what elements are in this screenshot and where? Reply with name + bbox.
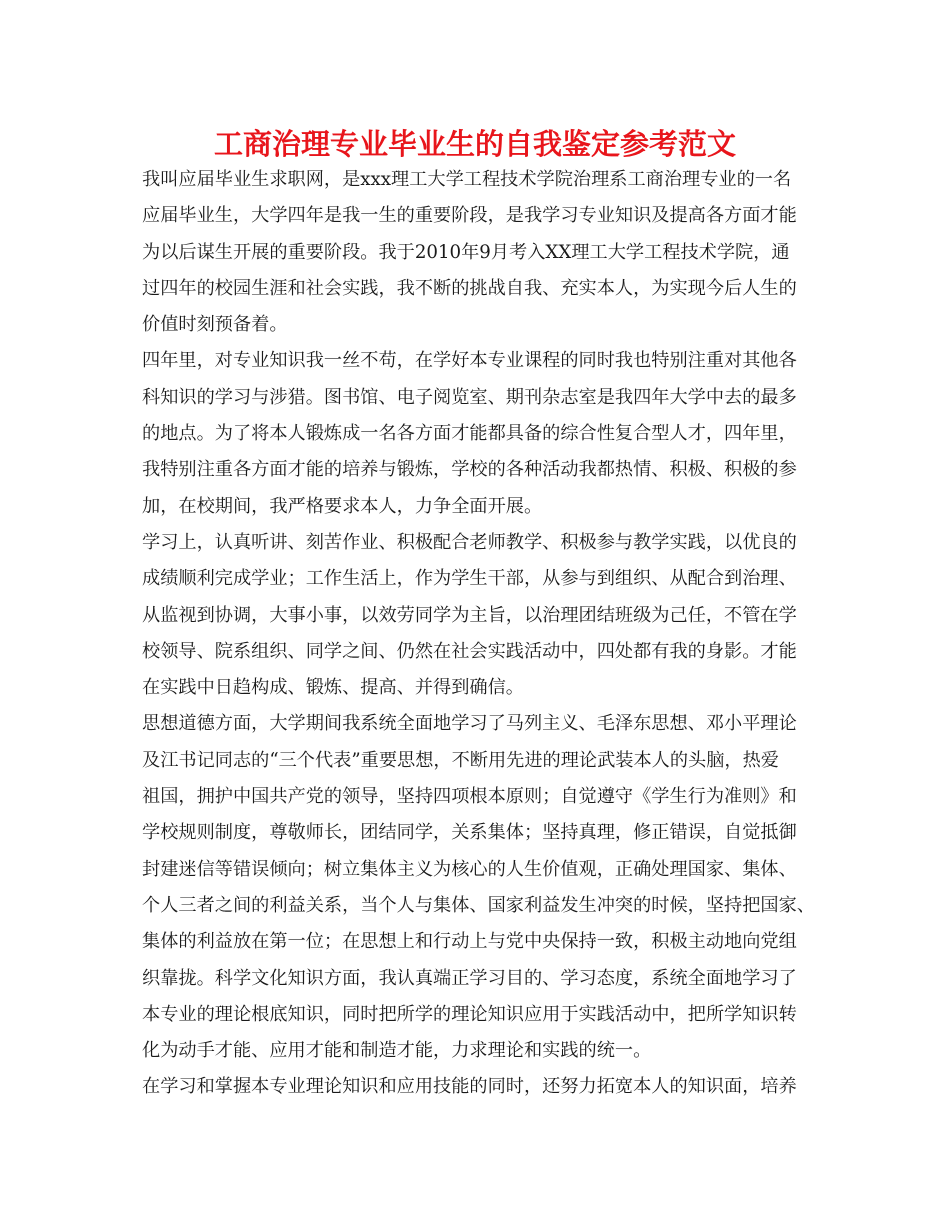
text-line: 我特别注重各方面才能的培养与锻炼，学校的各种活动我都热情、积极、积极的参 xyxy=(142,459,797,481)
text-line: 四年里，对专业知识我一丝不苟，在学好本专业课程的同时我也特别注重对其他各 xyxy=(142,350,797,372)
text-line: 集体的利益放在第一位；在思想上和行动上与党中央保持一致，积极主动地向党组 xyxy=(142,931,797,953)
text-line: 应届毕业生，大学四年是我一生的重要阶段，是我学习专业知识及提高各方面才能 xyxy=(142,205,797,227)
text-line: 在学习和掌握本专业理论知识和应用技能的同时，还努力拓宽本人的知识面，培养 xyxy=(142,1076,797,1098)
text-line: 科知识的学习与涉猎。图书馆、电子阅览室、期刊杂志室是我四年大学中去的最多 xyxy=(142,386,797,408)
text-line: 本专业的理论根底知识，同时把所学的理论知识应用于实践活动中，把所学知识转 xyxy=(142,1003,797,1025)
text-line: 我叫应届毕业生求职网，是xxx理工大学工程技术学院治理系工商治理专业的一名 xyxy=(142,169,792,190)
text-line: 织靠拢。科学文化知识方面，我认真端正学习目的、学习态度，系统全面地学习了 xyxy=(142,967,797,989)
text-line: 价值时刻预备着。 xyxy=(142,314,288,336)
text-line: 个人三者之间的利益关系，当个人与集体、国家利益发生冲突的时候，坚持把国家、 xyxy=(142,894,815,916)
text-line: 及江书记同志的“三个代表”重要思想，不断用先进的理论武装本人的头脑，热爱 xyxy=(142,749,779,771)
text-line: 封建迷信等错误倾向；树立集体主义为核心的人生价值观，正确处理国家、集体、 xyxy=(142,858,797,880)
document-body xyxy=(142,162,822,1106)
text-line: 祖国，拥护中国共产党的领导，坚持四项根本原则；自觉遵守《学生行为准则》和 xyxy=(142,786,797,808)
text-line: 校领导、院系组织、同学之间、仍然在社会实践活动中，四处都有我的身影。才能 xyxy=(142,640,797,662)
text-line: 成绩顺利完成学业；工作生活上，作为学生干部，从参与到组织、从配合到治理、 xyxy=(142,568,797,590)
text-line: 学校规则制度，尊敬师长，团结同学，关系集体；坚持真理，修正错误，自觉抵御 xyxy=(142,822,797,844)
text-line: 的地点。为了将本人锻炼成一名各方面才能都具备的综合性复合型人才，四年里， xyxy=(142,423,797,445)
text-line: 学习上，认真听讲、刻苦作业、积极配合老师教学、积极参与教学实践，以优良的 xyxy=(142,531,797,553)
text-line: 过四年的校园生涯和社会实践，我不断的挑战自我、充实本人，为实现今后人生的 xyxy=(142,277,797,299)
text-line: 在实践中日趋构成、锻炼、提高、并得到确信。 xyxy=(142,677,524,699)
text-line: 思想道德方面，大学期间我系统全面地学习了马列主义、毛泽东思想、邓小平理论 xyxy=(142,713,797,735)
text-line: 从监视到协调，大事小事，以效劳同学为主旨，以治理团结班级为己任，不管在学 xyxy=(142,604,797,626)
document-title: 工商治理专业毕业生的自我鉴定参考范文 xyxy=(213,127,736,161)
text-line: 加，在校期间，我严格要求本人，力争全面开展。 xyxy=(142,495,543,517)
text-line: 为以后谋生开展的重要阶段。我于2010年9月考入XX理工大学工程技术学院，通 xyxy=(142,241,790,263)
text-line: 化为动手才能、应用才能和制造才能，力求理论和实践的统一。 xyxy=(142,1040,652,1062)
